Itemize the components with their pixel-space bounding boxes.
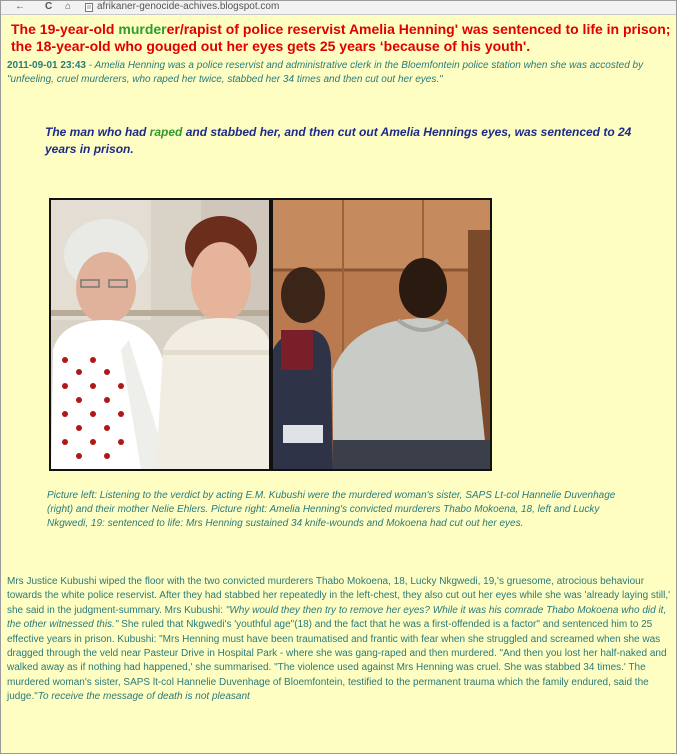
subheading-part-2: and stabbed her, and then cut out Amelia Hennings eyes, was sentenced to 24 years in prison.	[45, 125, 632, 156]
photo-left-illustration	[51, 200, 269, 469]
photo-left-women	[51, 200, 269, 469]
body-quote-1: "Why would they then try to remove her eyes? While it was his comrade Thabo Mokoena who did it, the other witnessed this."	[7, 604, 667, 631]
article-photo	[49, 198, 492, 471]
article-body	[7, 575, 673, 705]
browser-toolbar	[1, 1, 676, 15]
refresh-icon[interactable]: C	[45, 1, 53, 12]
article-headline	[11, 21, 671, 55]
home-icon[interactable]: ⌂	[65, 1, 72, 12]
post-timestamp: 2011-09-01 23:43	[7, 60, 86, 71]
photo-right-illustration	[273, 200, 490, 469]
address-bar-url[interactable]: afrikaner-genocide-achives.blogspot.com	[97, 1, 280, 12]
meta-text: - Amelia Henning was a police reservist and administrative clerk in the Bloemfontein police station when she was accosted by "unfeeling, cruel murderers, who raped her twice, stabbed her 34 times and then cut out her eyes."	[7, 60, 644, 85]
photo-right-men	[273, 200, 490, 469]
body-paragraph-2: She ruled that Nkgwedi's 'youthful age"(18) and the fact that he was a first-offended is a factor" and sentenced him to 25 effective years in prison. Kubushi: "Mrs Henning must have been traumatised and frantic with fear when she struggled and screamed when she was dragged through the veld near Pasteur Drive in Hospital Park - where she was gang-raped and then murdered. "And then you lost her half-naked and walked away as if nothing had happened,' she summarised. "The violence used against Mrs Henning was cruel. She was stabbed 34 times.' The murdered woman's sister, SAPS lt-col Hannelie Duvenhage of Bloemfontein, testified to the permanent trauma which the family endured, said the judge."	[7, 619, 667, 703]
body-paragraph-1: Mrs Justice Kubushi wiped the floor with the two convicted murderers Thabo Mokoena, 18, Lucky Nkgwedi, 19,'s gruesome, atrocious behaviour towards the white police reservist. After they had stabbed her repeatedly in the left-chest, they also cut out her eyes while she was 'already laying still,' she said in the judgment-summary. Mrs Kubushi:	[7, 576, 671, 616]
back-arrow-icon[interactable]: ←	[15, 1, 25, 12]
subheading-highlight: raped	[149, 125, 183, 139]
headline-highlight: murder	[118, 21, 167, 37]
subheading-part-1: The man who had	[45, 125, 150, 139]
article-subheading	[45, 124, 655, 158]
page-icon	[85, 3, 93, 12]
headline-part-1: The 19-year-old	[11, 21, 119, 37]
article-meta	[7, 59, 672, 87]
photo-caption: Picture left: Listening to the verdict by acting E.M. Kubushi were the murdered woman's sister, SAPS Lt-col Hannelie Duvenhage (right) and their mother Nelie Ehlers. Picture right: Amelia Henning's convicted murderers Thabo Mokoena, 18, left and Lucky Nkgwedi, 19: sentenced to life: Mrs Henning sustained 34 knife-wounds and Mokoena had cut out her eyes.	[47, 490, 616, 529]
body-quote-2: To receive the message of death is not pleasant	[37, 691, 250, 703]
headline-part-2: er/rapist of police reservist Amelia Henning' was sentenced to life in prison; the 18-year-old who gouged out her eyes gets 25 years ‘because of his youth'.	[11, 21, 671, 54]
